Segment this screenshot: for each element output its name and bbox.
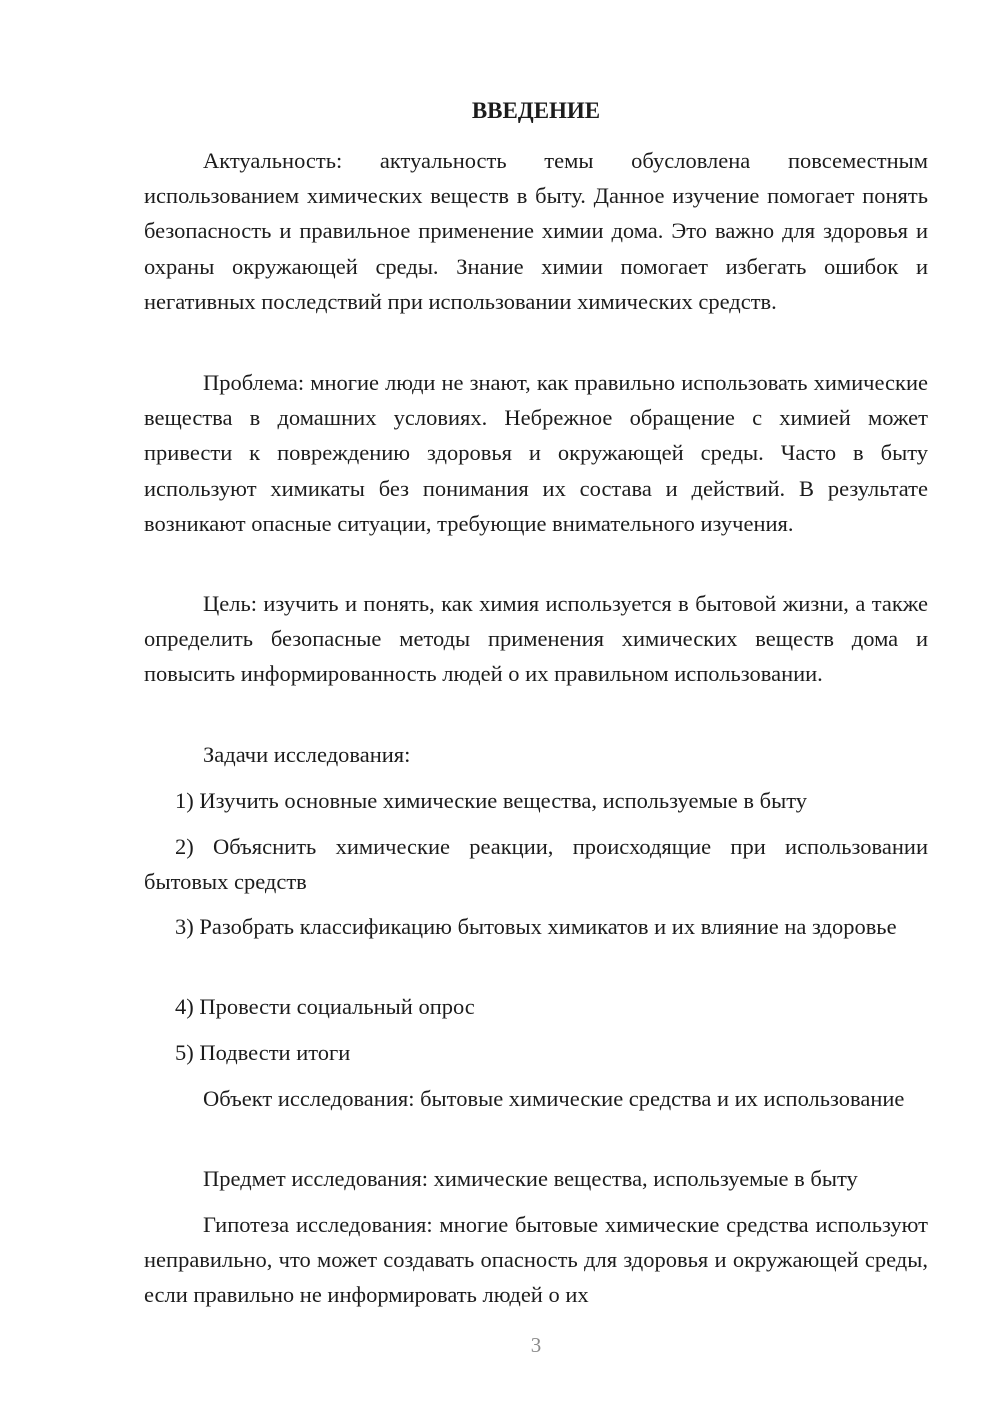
hypothesis-paragraph: Гипотеза исследования: многие бытовые химические средства используют неправильно, что может создавать опасность для здоровья и окружающей среды, если правильно не информировать людей о их bbox=[144, 1212, 928, 1308]
task-item: 2) Объяснить химические реакции, происходящие при использовании бытовых средств bbox=[144, 834, 928, 895]
subject-paragraph: Предмет исследования: химические вещества, используемые в быту bbox=[203, 1166, 858, 1191]
section-title: ВВЕДЕНИЕ bbox=[471, 98, 601, 123]
goal-paragraph: Цель: изучить и понять, как химия используется в бытовой жизни, а также определить безопасные методы применения химических веществ дома и повысить информированность людей о их правильном использовании. bbox=[144, 591, 928, 687]
problem-paragraph: Проблема: многие люди не знают, как правильно использовать химические вещества в домашних условиях. Небрежное обращение с химией может привести к повреждению здоровья и окружающей среды. Часто в быту используют химикаты без понимания их состава и действий. В результате возникают опасные ситуации, требующие внимательного изучения. bbox=[144, 370, 928, 536]
document-page bbox=[144, 0, 928, 1414]
task-item: 1) Изучить основные химические вещества, используемые в быту bbox=[175, 788, 808, 813]
tasks-heading: Задачи исследования: bbox=[203, 742, 411, 767]
relevance-paragraph: Актуальность: актуальность темы обусловлена повсеместным использованием химических веществ в быту. Данное изучение помогает понять безопасность и правильное применение химии дома. Это важно для здоровья и охраны окружающей среды. Знание химии помогает избегать ошибок и негативных последствий при использовании химических средств. bbox=[144, 148, 928, 314]
task-item: 3) Разобрать классификацию бытовых химикатов и их влияние на здоровье bbox=[175, 914, 897, 939]
task-item: 4) Провести социальный опрос bbox=[175, 994, 475, 1019]
task-item: 5) Подвести итоги bbox=[175, 1040, 351, 1065]
object-paragraph: Объект исследования: бытовые химические средства и их использование bbox=[203, 1086, 905, 1111]
page-number: 3 bbox=[530, 1333, 542, 1357]
